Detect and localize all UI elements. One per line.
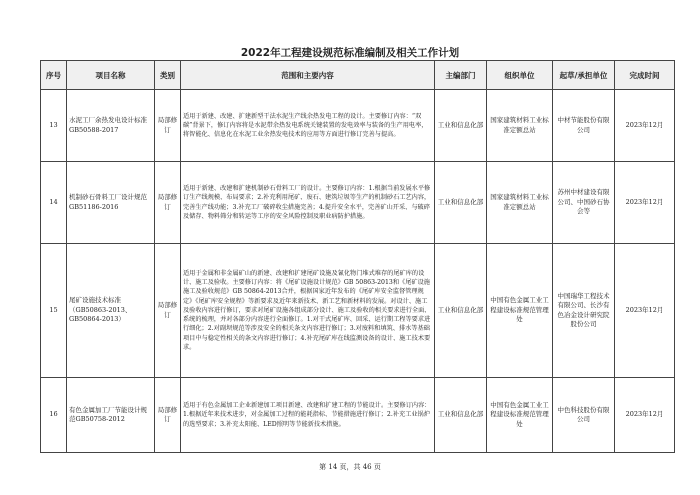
table-row — [41, 162, 675, 244]
table-header-row — [41, 61, 675, 90]
row-type: 局部修订 — [155, 378, 181, 453]
row-date: 2023年12月 — [615, 244, 675, 378]
row-date: 2023年12月 — [615, 162, 675, 244]
header-drafter: 起草/承担单位 — [553, 61, 615, 90]
row-drafter: 中色科技股份有限公司 — [553, 378, 615, 453]
row-name: 尾矿设施技术标准（GB50863-2013、GB50864-2013） — [67, 244, 155, 378]
page-footer: 第 14 页，共 46 页 — [319, 463, 381, 471]
page-title: 2022年工程建设规范标准编制及相关工作计划 — [240, 47, 460, 59]
row-drafter: 中国瑞华工程技术有限公司、长沙有色冶金设计研究院股份公司 — [553, 244, 615, 378]
row-scope: 适用于新建、改建和扩建机制砂石骨料工厂的设计。主要修订内容：1.根据当前发展水平修订生产线规模、布局要求；2.补充利用尾矿、废石、建筑垃圾等生产的机制砂石工艺内容，完善生产线功能；3.补充工厂破碎收尘措施完善；4.提升安全水平，完善矿山开采、与破碎及储存、物料筛分和转运等工序的安全风险控制及职业病防护措施。 — [181, 162, 435, 244]
header-no: 序号 — [41, 61, 67, 90]
header-scope: 范围和主要内容 — [181, 61, 435, 90]
row-type: 局部修订 — [155, 162, 181, 244]
row-org: 国家建筑材料工业标准定额总站 — [487, 162, 553, 244]
table-row — [41, 90, 675, 162]
row-scope: 适用于新建、改建、扩建新型干法水泥生产线余热发电工程的设计。主要修订内容：“双碳”背景下，修订内容将是水泥带余热发电系统关键装置的发电效率与装备的生产用电率，将智能化、信息化在水泥工业余热发电技术的应用等方面进行修订完善与提高。 — [181, 90, 435, 162]
header-org: 组织单位 — [487, 61, 553, 90]
header-dept: 主编部门 — [435, 61, 487, 90]
row-scope: 适用于有色金属加工企业新建加工项目新建、改建和扩建工程的节能设计。主要修订内容：1.根据近年来技术进步，对金属加工过程的能耗指标、节能措施进行修订；2.补充工业锅炉的选型要求；3.补充太阳能、LED照明等节能新技术措施。 — [181, 378, 435, 453]
row-dept: 工业和信息化部 — [435, 90, 487, 162]
row-dept: 工业和信息化部 — [435, 162, 487, 244]
table-row — [41, 244, 675, 378]
row-date: 2023年12月 — [615, 378, 675, 453]
row-org: 中国有色金属工业工程建设标准规范管理处 — [487, 244, 553, 378]
row-dept: 工业和信息化部 — [435, 244, 487, 378]
row-org: 国家建筑材料工业标准定额总站 — [487, 90, 553, 162]
row-scope: 适用于金属和非金属矿山的新建、改建和扩建尾矿设施及氰化物门堆式堆存的尾矿库的设计、施工及验收。主要修订内容：将《尾矿设施设计规范》GB 50863-2013和《尾矿设施施工及验收规范》GB 50864-2013合并，根据国家近年发布的《尾矿库安全监督管理规定》《尾矿库安全规程》等新要求及近年来新技术、新工艺和新材料的发展。对设计、施工及验收内容进行修订，要求对尾矿设施各组成部分设计、施工及验收的相关要求进行全面、系统的梳理，并对各部分内容进行全面修订。1.对干式尾矿库、回采、运行期工程等要求进行细化；2.对副坝规范等涉及安全的相关条文内容进行修订；3.对废料和填筑、排水等基础项目中与稳定性相关的条文内容进行修订；4.补充尾矿库在线监测设备的设计、施工技术要求。 — [181, 244, 435, 378]
row-type: 局部修订 — [155, 90, 181, 162]
plan-table — [40, 60, 675, 453]
row-no: 16 — [41, 378, 67, 453]
row-no: 14 — [41, 162, 67, 244]
row-name: 机制砂石骨料工厂设计规范GB51186-2016 — [67, 162, 155, 244]
row-drafter: 中材节能股份有限公司 — [553, 90, 615, 162]
header-name: 项目名称 — [67, 61, 155, 90]
row-name: 有色金属加工厂节能设计规范GB50758-2012 — [67, 378, 155, 453]
header-date: 完成时间 — [615, 61, 675, 90]
header-type: 类别 — [155, 61, 181, 90]
row-org: 中国有色金属工业工程建设标准规范管理处 — [487, 378, 553, 453]
row-dept: 工业和信息化部 — [435, 378, 487, 453]
row-drafter: 苏州中材建设有限公司、中国砂石协会等 — [553, 162, 615, 244]
row-date: 2023年12月 — [615, 90, 675, 162]
row-no: 13 — [41, 90, 67, 162]
table-row — [41, 378, 675, 453]
row-name: 水泥工厂余热发电设计标准GB50588-2017 — [67, 90, 155, 162]
row-type: 局部修订 — [155, 244, 181, 378]
row-no: 15 — [41, 244, 67, 378]
